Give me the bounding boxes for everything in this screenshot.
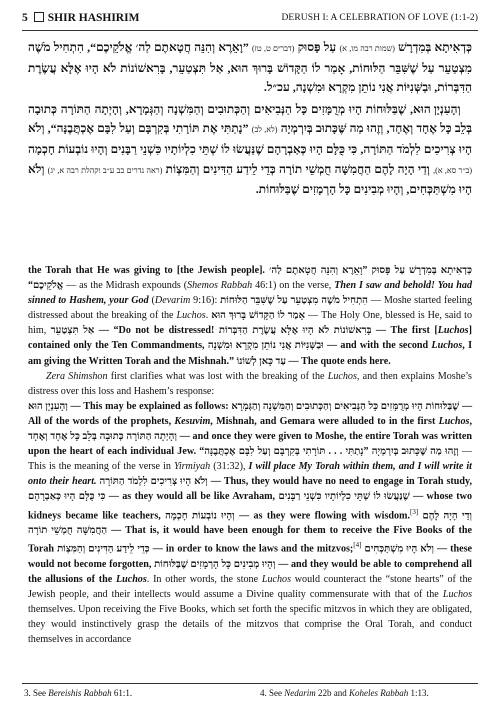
page-header — [22, 10, 478, 32]
section-title: DERUSH I: A CELEBRATION OF LOVE (1:1-2) — [281, 13, 478, 23]
commentary-p1: the Torah that He was giving to [the Jewish people]. כְּדְאִיתָא בְּמִדְרָשׁ עַל פָּסוּק ”וָאֵרֶא וְהִנֵּה חֲטָאתֶם לַה׳ אֱלֹקֵיכֶם“ — as the Midrash expounds (Shemos Rabbah 46:1) on the verse, Then I saw and behold! You had sinned to Hashem, your God (Devarim 9:16): הִתְחִיל מֹשֶׁה מִצְטַעֵר עַל שֶׁשִּׁבֵּר הַלּוּחוֹת — Moshe started feeling distressed about the breaking of the Luchos. אָמַר לוֹ הַקָּדוֹשׁ בָּרוּךְ הוּא — The Holy One, blessed is He, said to him, אַל תִּצְטַעֵר — “Do not be distressed! בָּרִאשׁוֹנוֹת לֹא הָיוּ אֶלָּא עֲשֶׂרֶת הַדִּבְּרוֹת — The first [Luchos] contained only the Ten Commandments, וּבַשְּׁנִיּוֹת אֲנִי נוֹתֵן מִקְרָא וּמִשְׁנָה — and with the second Luchos, I am giving the Written Torah and the Mishnah.” עַד כָּאן לְשׁוֹנוֹ — The quote ends here. — [28, 265, 473, 367]
footnote-ref-3: [3] — [410, 507, 419, 516]
commentary-block — [28, 263, 472, 647]
footnote-ref-4: [4] — [353, 541, 362, 550]
hebrew-text-block — [28, 38, 472, 200]
commentary-p3: וְהָעִנְיָן הוּא — This may be explained as follows: שֶׁבַּלּוּחוֹת הָיוּ מְרֻמָּזִים כָּל הַנְּבִיאִים וְהַכְּתוּבִים וְהַמִּשְׁנָה וְהַגְּמָרָא — All of the words of the prophets, Kesuvim, Mishnah, and Gemara were alluded to in the first Luchos, וְהָיְתָה הַתּוֹרָה כְּתוּבָה בְּלֵב כָּל אֶחָד וְאֶחָד — and once they were given to Moshe, the entire Torah was written upon the heart of each individual Jew. וְזֶהוּ מַה שֶּׁכָּתוּב בְּיִרְמְיָה ”נָתַתִּי . . . תּוֹרָתִי בְּקִרְבָּם וְעַל לִבָּם אֶכְתֲּבֶנָּה“ — This is the meaning of the verse in Yirmiyah (31:32), I will place My Torah within them, and I will write it onto their heart. וְלֹא הָיוּ צְרִיכִים לִלְמֹד הַתּוֹרָה — Thus, they would have no need to engage in Torah study, כִּי כֻּלָּם הָיוּ כְּאַבְרָהָם — as they would all be like Avraham, שֶׁנַּעֲשׂוּ לוֹ שְׁתֵּי כִלְיוֹתָיו כִּשְׁנֵי רַבָּנִים — whose two kidneys became like teachers, וְהָיוּ נוֹבְעוֹת חָכְמָה — as they were flowing with wisdom.[3] וְדַי הָיָה לָהֶם הַחֲמִשָּׁה חֻמְשֵׁי תוֹרָה — That is, it would have been enough for them to receive the Five Books of the Torah כְּדֵי לֵידַע הַדִּינִים וְהַמִּצְוֹת — in order to know the laws and the mitzvos;[4] וְלֹא הָיוּ מִשְׁתַּכְּחִים — these would not become forgotten, וְהָיוּ מְבִינִים כָּל הָרְמָזִים שֶׁבַּלּוּחוֹת — and they would be able to comprehend all the allusions of the Luchos. In other words, the stone Luchos would counteract the “stone hearts” of the Jewish people, and their intellects would assume a Divine quality commensurate with that of the Luchos themselves. Upon receiving the Five Books, which set forth the specific mitzvos in which they are obligated, they would instinctively grasp the details of the mitzvos that comprise the Oral Torah, and conduct themselves in accordance — [28, 400, 473, 645]
page-number: 5 — [22, 12, 28, 24]
header-rule — [22, 30, 478, 31]
hebrew-p2: וְהָעִנְיָן הוּא, שֶׁבַּלּוּחוֹת הָיוּ מְרֻמָּזִים כָּל הַנְּבִיאִים וְהַכְּתוּבִים וְהַמִּשְׁנָה וְהַגְּמָרָא, וְהָיְתָה הַתּוֹרָה כְּתוּבָה בְּלֵב כָּל אֶחָד וְאֶחָד, וְזֶהוּ מַה שֶּׁכָּתוּב בְּיִרְמְיָה (לא, לב) ”נָתַתִּי אֶת תּוֹרָתִי בְּקִרְבָּם וְעַל לִבָּם אֶכְתֲּבֶנָּה“, וְלֹא הָיוּ צְרִיכִים לִלְמֹד הַתּוֹרָה, כִּי כֻּלָּם הָיוּ כְּאַבְרָהָם שֶׁנַּעֲשׂוּ לוֹ שְׁתֵּי כִלְיוֹתָיו כִּשְׁנֵי רַבָּנִים וְהָיוּ נוֹבְעוֹת חָכְמָה (ב״ר סא, א), וְדַי הָיָה לָהֶם הַחֲמִשָּׁה חֻמְשֵׁי תוֹרָה כְּדֵי לֵידַע הַדִּינִים וְהַמִּצְוֹת (ראה נדרים כב ע״ב וקהלת רבה א, יג) וְלֹא הָיוּ מִשְׁתַּכְּחִים, וְהָיוּ מְבִינִים כָּל הָרְמָזִים שֶׁבַּלּוּחוֹת. — [28, 101, 473, 197]
footnote-3: 3. See Bereishis Rabbah 61:1. — [24, 688, 133, 698]
header-left — [22, 12, 139, 24]
footnote-rule — [22, 683, 478, 684]
book-title: SHIR HASHIRIM — [47, 12, 140, 24]
footnote-4: 4. See Nedarim 22b and Koheles Rabbah 1:13. — [260, 688, 429, 698]
square-ornament-icon — [34, 12, 44, 22]
commentary-p2: Zera Shimshon first clarifies what was lost with the breaking of the Luchos, and then explains Moshe’s distress over this loss and Hashem’s response: — [28, 370, 472, 397]
hebrew-p1: כְּדְאִיתָא בְּמִדְרָשׁ (שמות רבה מו, א) עַל פָּסוּק (דברים ט, טז) ”וָאֵרֶא וְהִנֵּה חֲטָאתֶם לַה׳ אֱלֹקֵיכֶם“, הִתְחִיל מֹשֶׁה מִצְטַעֵר עַל שֶׁשִּׁבֵּר הַלּוּחוֹת, אָמַר לוֹ הַקָּדוֹשׁ בָּרוּךְ הוּא, אַל תִּצְטַעֵר, בָּרִאשׁוֹנוֹת לֹא הָיוּ אֶלָּא עֲשֶׂרֶת הַדִּבְּרוֹת, וּבַשְּׁנִיּוֹת אֲנִי נוֹתֵן מִקְרָא וּמִשְׁנָה, עכ״ל. — [28, 40, 473, 95]
